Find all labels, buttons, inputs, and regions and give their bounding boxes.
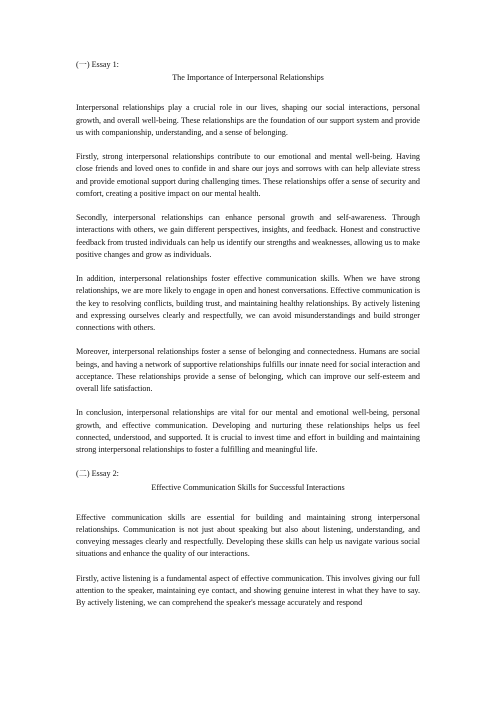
- essay-1-number: (一): [76, 60, 90, 69]
- essay-2-label: Essay 2:: [91, 469, 119, 479]
- essay-2-paragraph-1: Effective communication skills are essential for building and maintaining strong interpersonal relationships. Communication is not just about speaking but also about listening, understanding, and conveying messages clearly and respectfully. Developing these skills can help us navigate various social situations and enhance the quality of our interactions.: [76, 512, 420, 559]
- essay-1-paragraph-5: Moreover, interpersonal relationships foster a sense of belonging and connectedness. Humans are social beings, and having a network of supportive relationships fulfills our innate need for social interaction and acceptance. These relationships provide a sense of belonging, which can improve our self-esteem and overall life satisfaction.: [76, 347, 420, 394]
- essay-2-heading: [76, 468, 420, 480]
- essay-1-heading: [76, 59, 420, 71]
- essay-1-title: The Importance of Interpersonal Relationships: [172, 73, 324, 83]
- document-page: [76, 59, 420, 622]
- essay-2-paragraph-2: Firstly, active listening is a fundamental aspect of effective communication. This involves giving our full attention to the speaker, maintaining eye contact, and showing genuine interest in what they have to say. By actively listening, we can comprehend the speaker's message accurately and respond: [76, 573, 420, 608]
- essay-1: [76, 59, 420, 456]
- essay-1-paragraph-4: In addition, interpersonal relationships foster effective communication skills. When we have strong relationships, we are more likely to engage in open and honest conversations. Effective communication is the key to resolving conflicts, building trust, and maintaining healthy relationships. By actively listening and expressing ourselves clearly and respectfully, we can avoid misunderstandings and build stronger connections with others.: [76, 274, 420, 333]
- essay-1-label: Essay 1:: [91, 60, 119, 69]
- essay-1-paragraph-3: Secondly, interpersonal relationships can enhance personal growth and self-awareness. Through interactions with others, we gain different perspectives, insights, and feedback. Honest and constructive feedback from trusted individuals can help us identify our strengths and weaknesses, allowing us to make positive changes and grow as individuals.: [76, 213, 420, 259]
- essay-2: [76, 468, 420, 609]
- essay-1-paragraph-6: In conclusion, interpersonal relationships are vital for our mental and emotional well-being, personal growth, and effective communication. Developing and nurturing these relationships helps us feel connected, understood, and supported. It is crucial to invest time and effort in building and maintaining strong interpersonal relationships to foster a fulfilling and meaningful life.: [76, 408, 420, 455]
- essay-2-title: Effective Communication Skills for Successful Interactions: [151, 482, 345, 492]
- essay-2-number: (二): [76, 469, 90, 479]
- essay-1-paragraph-2: Firstly, strong interpersonal relationships contribute to our emotional and mental well-being. Having close friends and loved ones to confide in and share our joys and sorrows with can help alleviate stress and provide emotional support during challenging times. These relationships offer a sense of security and comfort, creating a positive impact on our mental health.: [76, 152, 420, 198]
- essay-1-paragraph-1: Interpersonal relationships play a crucial role in our lives, shaping our social interactions, personal growth, and overall well-being. These relationships are the foundation of our support system and provide us with companionship, understanding, and a sense of belonging.: [76, 103, 420, 137]
